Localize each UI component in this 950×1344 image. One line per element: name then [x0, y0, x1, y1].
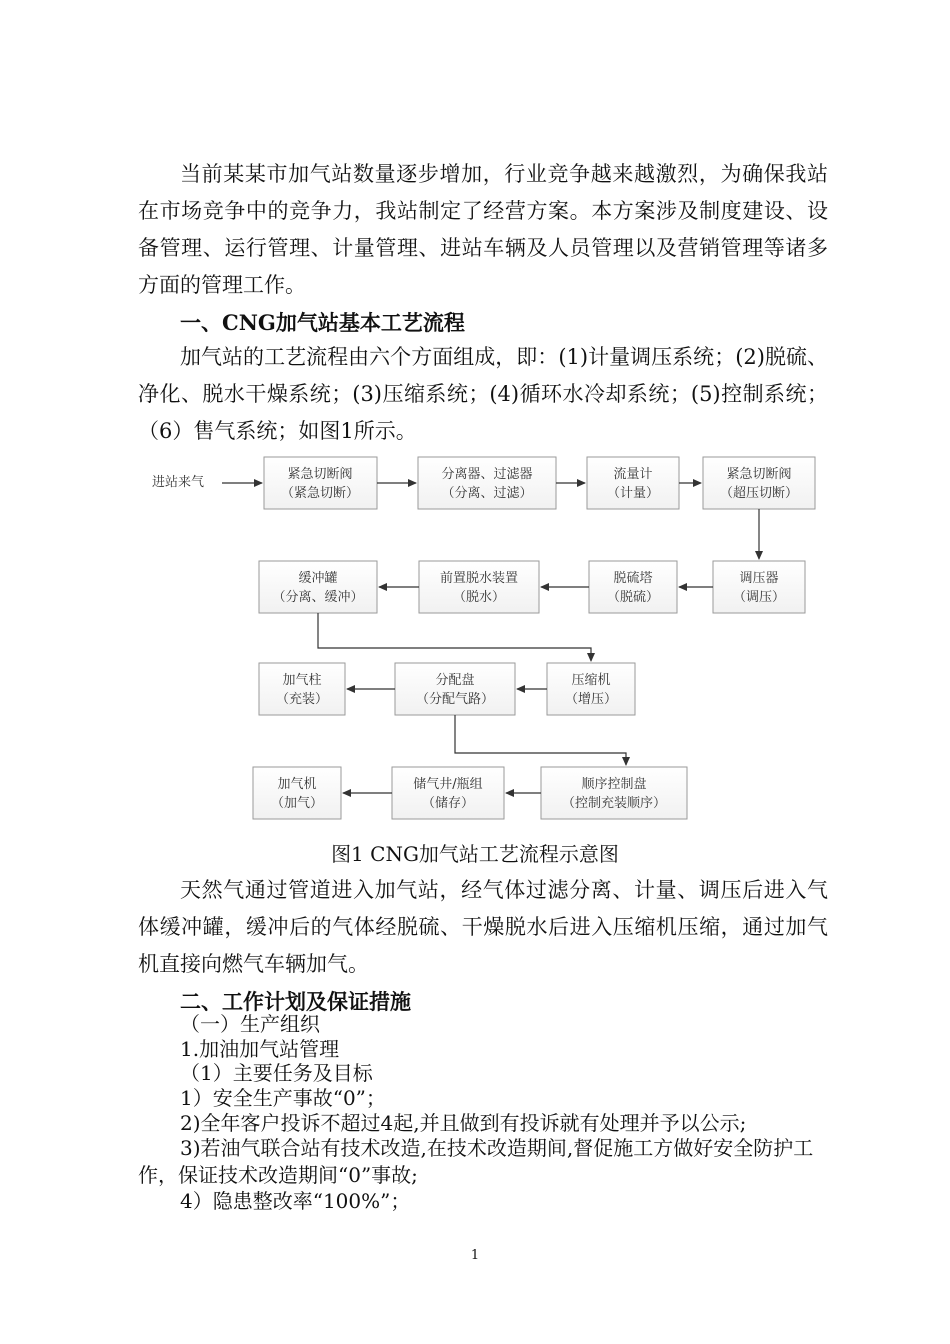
- node-n5-sub: （调压）: [732, 590, 786, 605]
- node-n14: [253, 767, 341, 819]
- node-n8: [259, 561, 377, 613]
- inlet-label: 进站来气: [152, 475, 205, 490]
- node-n3-sub: （计量）: [606, 486, 660, 501]
- node-n6-title: 脱硫塔: [613, 571, 653, 586]
- node-n1: [264, 457, 377, 509]
- list-item-4: 4）隐患整改率“100%”；: [180, 1189, 411, 1213]
- node-n11-sub: （充装）: [275, 692, 329, 707]
- node-n2-title: 分离器、过滤器: [441, 467, 533, 482]
- node-n6-sub: （脱硫）: [606, 590, 660, 605]
- node-n1-title: 紧急切断阀: [287, 467, 353, 482]
- section1-heading: 一、CNG加气站基本工艺流程: [180, 310, 465, 335]
- node-n7-title: 前置脱水装置: [439, 571, 519, 586]
- node-n13: [392, 767, 504, 819]
- subheading-production: （一）生产组织: [180, 1012, 320, 1036]
- node-n1-sub: （紧急切断）: [280, 486, 360, 501]
- node-n13-title: 储气井/瓶组: [413, 777, 483, 792]
- node-n6: [589, 561, 677, 613]
- node-n9-title: 压缩机: [571, 673, 611, 688]
- node-n10-sub: （分配气路）: [415, 692, 495, 707]
- figure-caption: 图1 CNG加气站工艺流程示意图: [331, 842, 619, 866]
- node-n9-sub: （增压）: [564, 692, 618, 707]
- node-n4-title: 紧急切断阀: [726, 467, 792, 482]
- node-n11-title: 加气柱: [282, 673, 322, 688]
- node-n9: [547, 663, 635, 715]
- after-figure-paragraph: 天然气通过管道进入加气站，经气体过滤分离、计量、调压后进入气体缓冲罐，缓冲后的气体经脱硫、干燥脱水后进入压缩机压缩，通过加气机直接向燃气车辆加气。: [138, 878, 828, 976]
- node-n11: [259, 663, 345, 715]
- node-n10: [395, 663, 515, 715]
- node-n8-sub: （分离、缓冲）: [272, 590, 364, 605]
- node-n3-title: 流量计: [613, 467, 653, 482]
- node-n5-title: 调压器: [739, 571, 779, 586]
- page-number: 1: [470, 1248, 480, 1263]
- node-n3: [587, 457, 679, 509]
- subheading-tasks-goals: （1）主要任务及目标: [180, 1061, 373, 1085]
- intro-paragraph: 当前某某市加气站数量逐步增加，行业竞争越来越激烈，为确保我站在市场竞争中的竞争力，我站制定了经营方案。本方案涉及制度建设、设备管理、运行管理、计量管理、进站车辆及人员管理以及营销管理等诸多方面的管理工作。: [138, 162, 828, 297]
- subheading-station-management: 1.加油加气站管理: [180, 1037, 340, 1061]
- node-n12-title: 顺序控制盘: [581, 777, 647, 792]
- node-n12-sub: （控制充装顺序）: [561, 796, 667, 811]
- section1-paragraph: 加气站的工艺流程由六个方面组成，即：(1)计量调压系统；(2)脱硫、净化、脱水干燥系统；(3)压缩系统；(4)循环水冷却系统；(5)控制系统； （6）售气系统；如图1所示。: [138, 345, 828, 443]
- node-n5: [713, 561, 805, 613]
- list-item-3: 3)若油气联合站有技术改造,在技术改造期间,督促施工方做好安全防护工作，保证技术改造期间“0”事故;: [138, 1136, 814, 1187]
- arrow-n8-n9: [318, 613, 591, 661]
- section2-heading: 二、工作计划及保证措施: [180, 989, 411, 1014]
- node-n4-sub: （超压切断）: [719, 486, 799, 501]
- node-n14-title: 加气机: [277, 777, 317, 792]
- list-item-1: 1）安全生产事故“0”；: [180, 1086, 386, 1110]
- node-n7: [419, 561, 539, 613]
- node-n7-sub: （脱水）: [452, 590, 506, 605]
- node-n13-sub: （储存）: [421, 796, 475, 811]
- diagram-connectors: [222, 483, 759, 793]
- node-n14-sub: （加气）: [270, 796, 324, 811]
- node-n8-title: 缓冲罐: [298, 571, 338, 586]
- node-n10-title: 分配盘: [435, 673, 475, 688]
- list-item-2: 2)全年客户投诉不超过4起,并且做到有投诉就有处理并予以公示;: [180, 1111, 747, 1135]
- arrow-n10-n12: [455, 715, 626, 765]
- node-n12: [541, 767, 687, 819]
- node-n4: [703, 457, 815, 509]
- node-n2: [418, 457, 556, 509]
- node-n2-sub: （分离、过滤）: [441, 486, 533, 501]
